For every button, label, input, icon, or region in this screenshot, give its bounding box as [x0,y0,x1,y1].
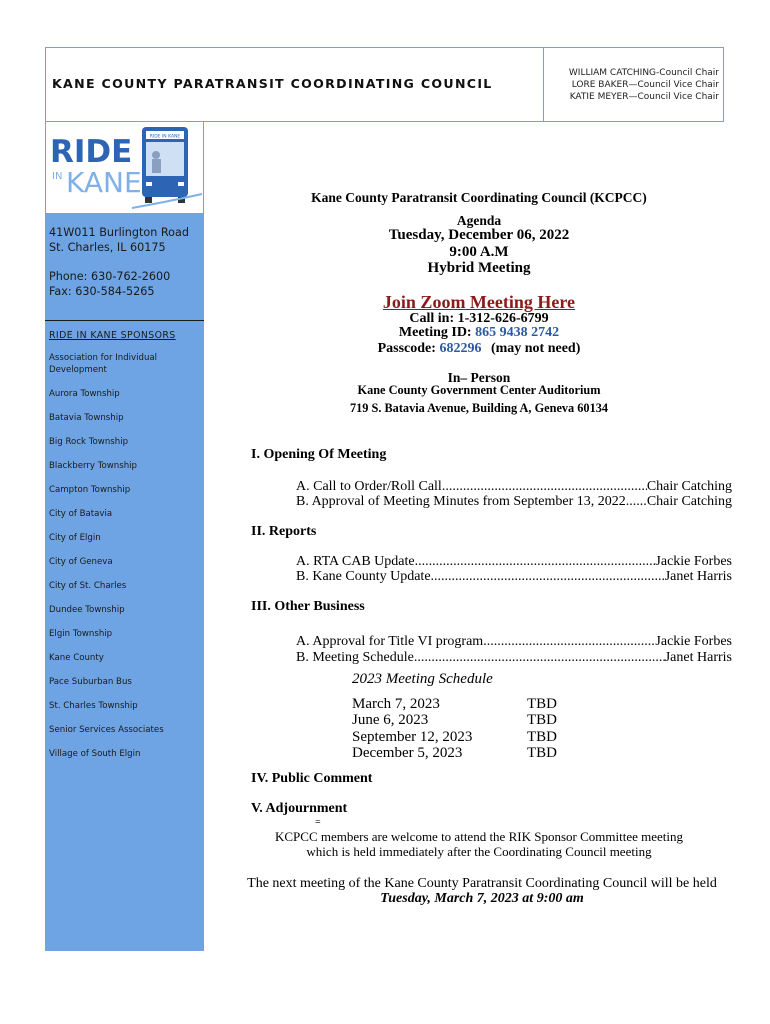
agenda-item-presenter: Janet Harris [664,650,732,665]
call-in-number: Call in: 1-312-626-6799 [409,311,549,326]
agenda-item-text: A. Call to Order/Roll Call [296,479,442,494]
sponsor-item: St. Charles Township [49,701,138,711]
equals-mark: = [315,817,321,828]
meeting-date: Tuesday, December 06, 2022 [388,227,570,243]
logo-word-in: IN [52,171,63,182]
agenda-label: Agenda [456,213,502,228]
section-adjournment: V. Adjournment [251,801,348,816]
agenda-item [296,650,732,666]
sponsor-item: Pace Suburban Bus [49,677,132,687]
section-other-business: III. Other Business [251,599,365,614]
sponsor-item: Kane County [49,653,104,663]
bus-sign-text: RIDE IN KANE [149,134,181,140]
sponsor-item: Campton Township [49,485,131,495]
sponsor-item: Association for Individual Development [49,353,158,375]
next-meeting-date: Tuesday, March 7, 2023 at 9:00 am [380,891,584,906]
welcome-note-line-1: KCPCC members are welcome to attend the RIK Sponsor Committee meeting [275,829,683,844]
phone-number: Phone: 630-762-2600 [49,270,171,283]
welcome-note-line-2: which is held immediately after the Coordinating Council meeting [306,844,652,859]
agenda-item-text: B. Approval of Meeting Minutes from September 13, 2022 [296,494,626,509]
sponsor-item: Batavia Township [49,413,124,423]
agenda-item-text: A. Approval for Title VI program [296,634,484,649]
officer-vice-chair-2: KATIE MEYER—Council Vice Chair [569,92,719,102]
schedule-time: TBD [527,696,557,712]
agenda-item [296,554,732,570]
sidebar [45,122,204,951]
header-divider [543,48,544,122]
sponsor-item: Village of South Elgin [49,749,141,759]
officer-vice-chair-1: LORE BAKER—Council Vice Chair [571,80,719,90]
schedule-time: TBD [527,745,557,761]
section-public-comment: IV. Public Comment [251,771,373,786]
sponsor-item: City of Elgin [49,533,101,543]
in-person-label: In– Person [447,370,511,385]
sponsor-item: Dundee Township [49,605,125,615]
sponsor-item: Big Rock Township [49,437,129,447]
logo-word-kane: KANE [66,166,142,199]
schedule-date: September 12, 2023 [352,729,473,745]
passcode-line [214,341,744,357]
sidebar-divider [45,320,204,321]
meeting-id-label: Meeting ID: [398,325,472,340]
meeting-id-value: 865 9438 2742 [475,325,560,340]
agenda-item-presenter: Chair Catching [646,479,732,494]
schedule-date: December 5, 2023 [352,745,463,761]
sponsor-item: City of Batavia [49,509,113,519]
agenda-item [296,569,732,585]
council-address [49,225,189,255]
fax-number: Fax: 630-584-5265 [49,285,155,298]
sponsor-item: Blackberry Township [49,461,138,471]
sponsor-item: Senior Services Associates [49,725,164,735]
agenda-item-text: B. Meeting Schedule [296,650,414,665]
schedule-date: March 7, 2023 [352,696,440,712]
sponsor-item: City of St. Charles [49,581,127,591]
section-reports: II. Reports [251,524,317,539]
agenda-item-text: A. RTA CAB Update [296,554,415,569]
venue-address: 719 S. Batavia Avenue, Building A, Geneva 60134 [349,401,609,415]
logo-word-ride: RIDE [50,134,133,170]
agenda-item-presenter: Janet Harris [664,569,732,584]
passcode-value: 682296 [439,341,482,356]
council-contact [49,269,170,299]
next-meeting-line-1: The next meeting of the Kane County Paratransit Coordinating Council will be held [247,876,717,891]
ride-in-kane-logo-graphic [46,122,203,213]
schedule-time: TBD [527,729,557,745]
agenda-item-presenter: Chair Catching [646,494,732,509]
sponsor-item: Elgin Township [49,629,113,639]
letterhead-header [45,47,724,122]
sidebar-panel [45,213,204,951]
agenda-item-presenter: Jackie Forbes [655,634,732,649]
passcode-note: (may not need) [490,341,581,356]
meeting-id-line [214,325,744,341]
sponsor-item: Aurora Township [49,389,120,399]
meeting-type: Hybrid Meeting [427,260,531,276]
schedule-time: TBD [527,712,557,728]
schedule-title: 2023 Meeting Schedule [352,671,493,687]
agenda-item-text: B. Kane County Update [296,569,431,584]
bus-icon [132,127,202,208]
address-line-1: 41W011 Burlington Road [49,226,189,239]
sponsors-heading: RIDE IN KANE SPONSORS [49,330,176,341]
address-line-2: St. Charles, IL 60175 [49,241,166,254]
agenda-item [296,494,732,510]
section-opening: I. Opening Of Meeting [251,447,387,462]
agenda-item [296,634,732,650]
officer-chair: WILLIAM CATCHING-Council Chair [568,68,719,78]
meeting-time: 9:00 A.M [449,244,509,260]
council-title: KANE COUNTY PARATRANSIT COORDINATING COUNCIL [52,76,493,91]
venue-name: Kane County Government Center Auditorium [357,383,601,397]
council-officers [569,67,719,103]
agenda-item-presenter: Jackie Forbes [655,554,732,569]
sponsor-list [49,352,199,772]
zoom-meeting-link[interactable]: Join Zoom Meeting Here [382,292,576,312]
ride-in-kane-logo [45,122,204,213]
passcode-label: Passcode: [377,341,436,356]
sponsor-item: City of Geneva [49,557,113,567]
schedule-date: June 6, 2023 [352,712,429,728]
agenda-item [296,479,732,495]
meeting-org-heading: Kane County Paratransit Coordinating Council (KCPCC) [311,190,647,205]
